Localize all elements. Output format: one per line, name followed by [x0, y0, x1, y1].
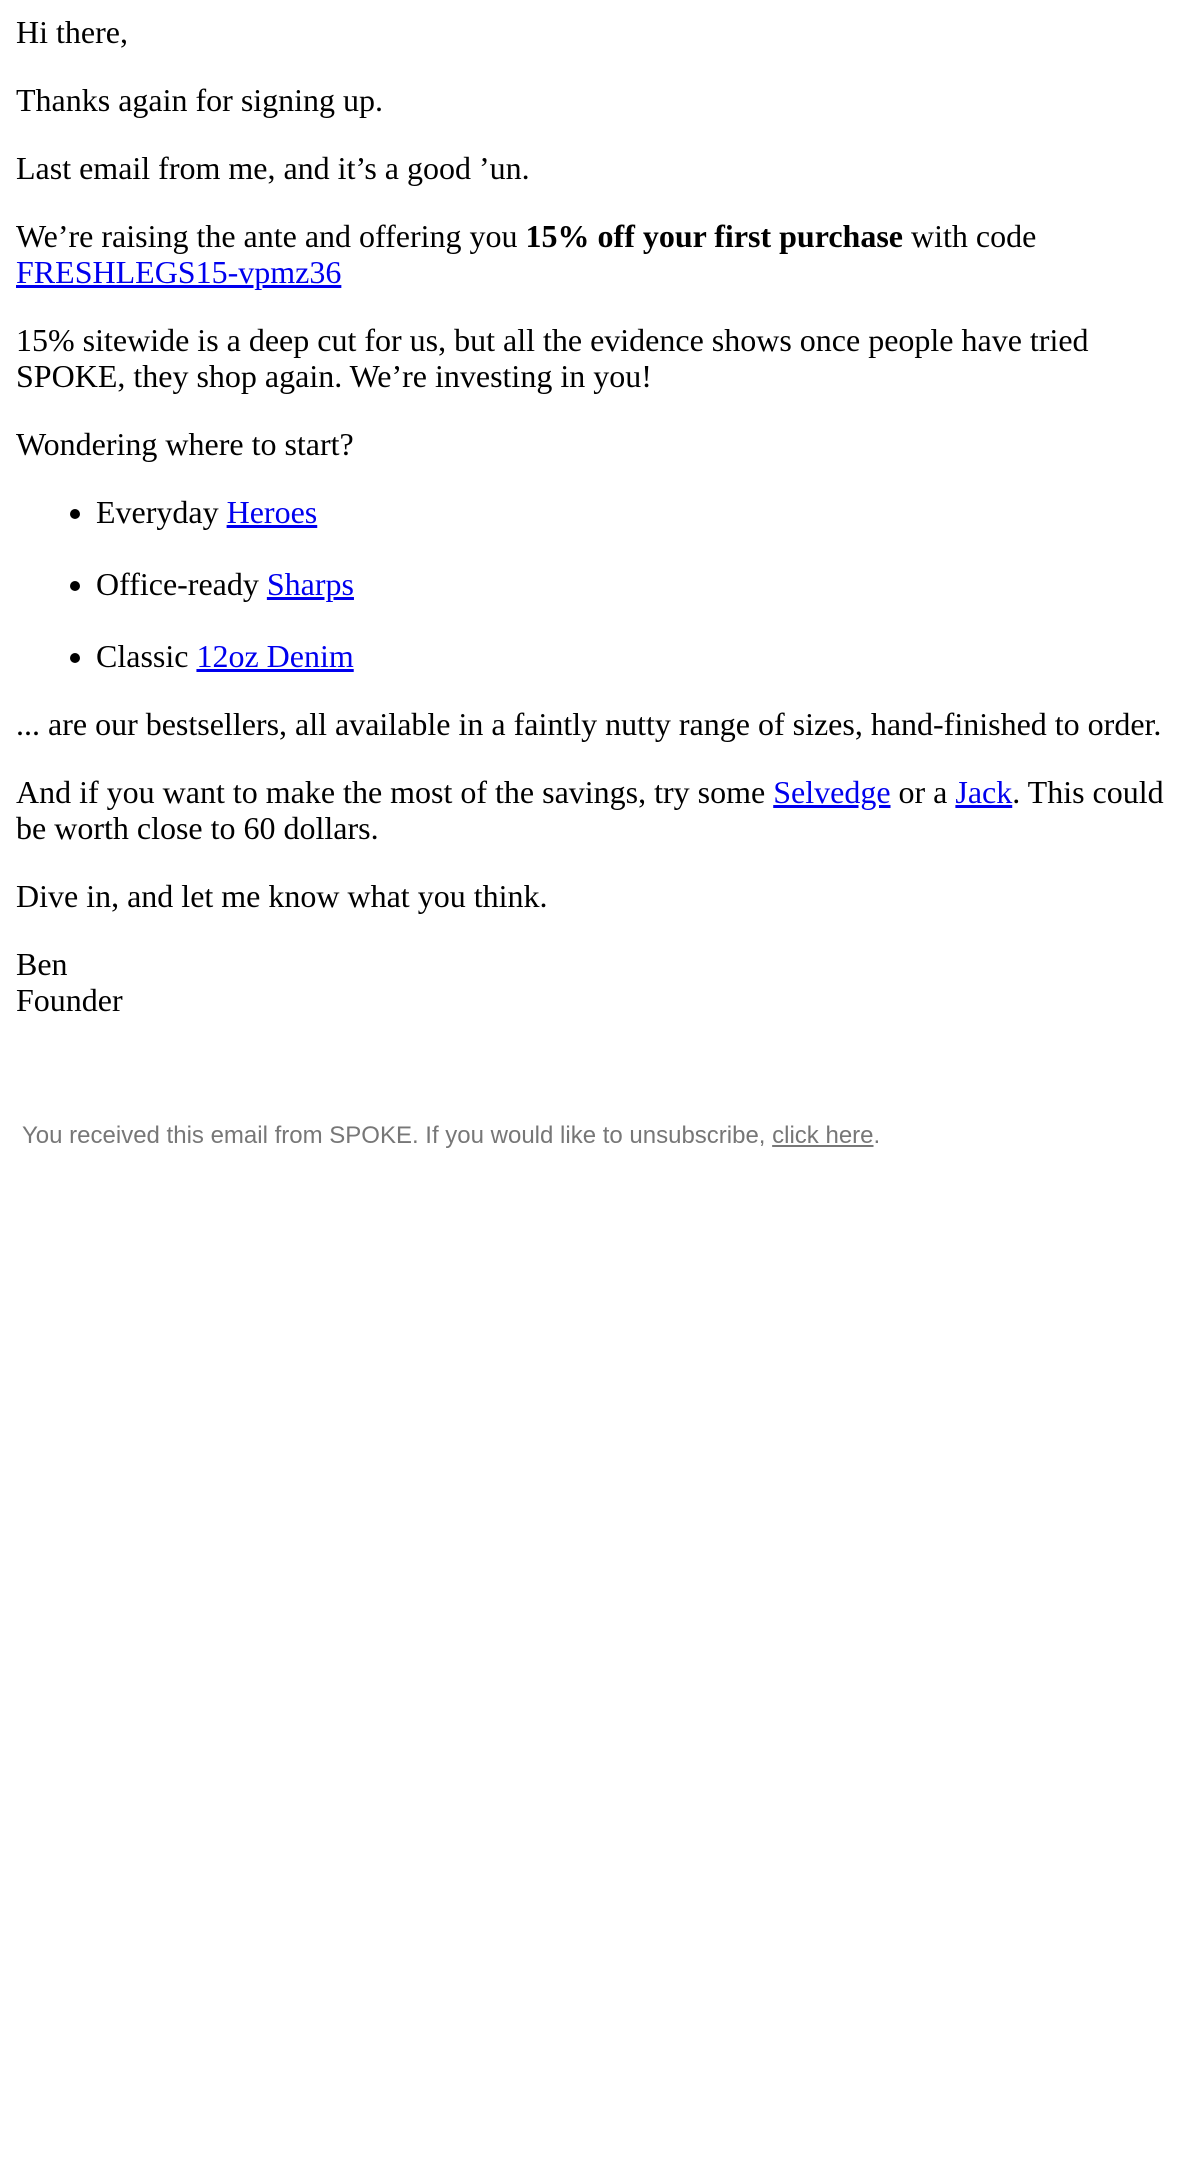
email-footer: [0, 1122, 1200, 1150]
footer-end: .: [873, 1122, 881, 1149]
savings-text-end: . This could be worth close to 60 dollars.: [16, 774, 1164, 846]
unsubscribe-link[interactable]: click here: [772, 1122, 874, 1149]
list-item: [96, 494, 1184, 530]
savings-text-or: or a: [890, 774, 956, 810]
paragraph-sitewide: 15% sitewide is a deep cut for us, but all the evidence shows once people have tried SPOKE, they shop again. We’re investing in you!: [16, 322, 1089, 394]
paragraph-bestsellers: ... are our bestsellers, all available in a faintly nutty range of sizes, hand-finished to order.: [16, 706, 1162, 742]
email-body: [0, 0, 1200, 1018]
selvedge-link[interactable]: Selvedge: [773, 774, 891, 810]
signature: [16, 946, 1184, 1018]
heroes-link[interactable]: Heroes: [226, 494, 318, 530]
list-item: [96, 566, 1184, 602]
denim-link[interactable]: 12oz Denim: [196, 638, 354, 674]
offer-highlight: 15% off your first purchase: [525, 218, 903, 254]
signature-title: Founder: [16, 982, 123, 1018]
list-item-prefix: Everyday: [96, 494, 227, 530]
savings-text: And if you want to make the most of the savings, try some: [16, 774, 774, 810]
paragraph-dive-in: Dive in, and let me know what you think.: [16, 878, 548, 914]
list-item: [96, 638, 1184, 674]
list-item-prefix: Office-ready: [96, 566, 267, 602]
bestseller-list: [16, 494, 1184, 674]
jack-link[interactable]: Jack: [955, 774, 1013, 810]
greeting: Hi there,: [16, 14, 128, 50]
offer-text: We’re raising the ante and offering you: [16, 218, 526, 254]
sharps-link[interactable]: Sharps: [266, 566, 354, 602]
offer-text-code: with code: [903, 218, 1037, 254]
list-item-prefix: Classic: [96, 638, 197, 674]
signature-name: Ben: [16, 946, 68, 982]
paragraph-wondering: Wondering where to start?: [16, 426, 354, 462]
discount-code-link[interactable]: FRESHLEGS15-vpmz36: [16, 254, 342, 290]
footer-text: You received this email from SPOKE. If you would like to unsubscribe,: [22, 1122, 773, 1149]
paragraph-offer: [16, 218, 1184, 290]
paragraph-savings: [16, 774, 1184, 846]
paragraph-thanks: Thanks again for signing up.: [16, 82, 384, 118]
paragraph-last-email: Last email from me, and it’s a good ’un.: [16, 150, 530, 186]
